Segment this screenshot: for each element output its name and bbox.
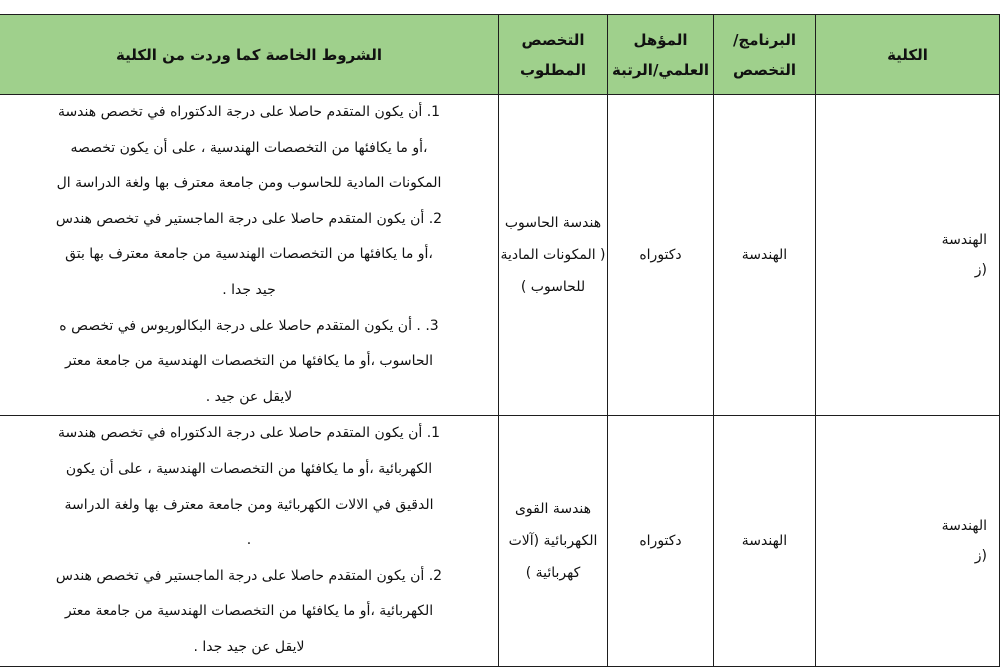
cell-degree: دكتوراه: [608, 416, 714, 666]
condition-line: 3. . أن يكون المتقدم حاصلا على درجة البكالوريوس في تخصص ه: [59, 317, 439, 334]
condition-line: 2. أن يكون المتقدم حاصلا على درجة الماجستير في تخصص هندس: [55, 567, 443, 584]
cell-specialization: هندسة القوى الكهربائية (آلات كهربائية ): [499, 416, 608, 666]
table-row: [0, 416, 1000, 666]
cell-degree: دكتوراه: [608, 95, 714, 416]
header-degree: المؤهل العلمي/الرتبة: [608, 15, 714, 95]
condition-line: ،أو ما يكافئها من التخصصات الهندسية من جامعة معترف بها بتق: [65, 246, 433, 263]
cell-program: الهندسة: [714, 416, 816, 666]
requirements-table: [0, 14, 1000, 667]
header-specialization: التخصص المطلوب: [499, 15, 608, 95]
condition-line: 2. أن يكون المتقدم حاصلا على درجة الماجستير في تخصص هندس: [55, 210, 443, 227]
condition-line: 1. أن يكون المتقدم حاصلا على درجة الدكتوراه في تخصص هندسة: [57, 104, 441, 120]
condition-line: الحاسوب ،أو ما يكافئها من التخصصات الهندسية من جامعة معتر: [64, 353, 434, 370]
cell-college: الهندسة (ز: [816, 95, 1000, 416]
cell-college: الهندسة (ز: [816, 416, 1000, 666]
condition-line: الدقيق في الالات الكهربائية ومن جامعة معترف بها ولغة الدراسة: [64, 496, 434, 513]
cell-program: الهندسة: [714, 95, 816, 416]
header-row: [0, 15, 1000, 95]
cell-conditions: [0, 416, 499, 666]
condition-line: الكهربائية ،أو ما يكافئها من التخصصات الهندسية من جامعة معتر: [64, 603, 434, 620]
cell-conditions: [0, 95, 499, 416]
cell-specialization: هندسة الحاسوب ( المكونات المادية للحاسوب ): [499, 95, 608, 416]
condition-line: ،أو ما يكافئها من التخصصات الهندسية ، على أن يكون تخصصه: [70, 139, 428, 156]
condition-line: 1. أن يكون المتقدم حاصلا على درجة الدكتوراه في تخصص هندسة: [57, 425, 441, 442]
header-college: الكلية: [816, 15, 1000, 95]
condition-line: الكهربائية ،أو ما يكافئها من التخصصات الهندسية ، على أن يكون: [65, 460, 433, 477]
condition-line: لايقل عن جيد .: [205, 388, 293, 405]
header-program: البرنامج/ التخصص: [714, 15, 816, 95]
table-row: [0, 95, 1000, 416]
condition-line: المكونات المادية للحاسوب ومن جامعة معترف بها ولغة الدراسة ال: [56, 175, 442, 192]
condition-line: .: [246, 532, 252, 549]
condition-line: جيد جدا .: [222, 281, 276, 298]
header-conditions: الشروط الخاصة كما وردت من الكلية: [0, 15, 499, 95]
condition-line: لايقل عن جيد جدا .: [193, 638, 305, 655]
